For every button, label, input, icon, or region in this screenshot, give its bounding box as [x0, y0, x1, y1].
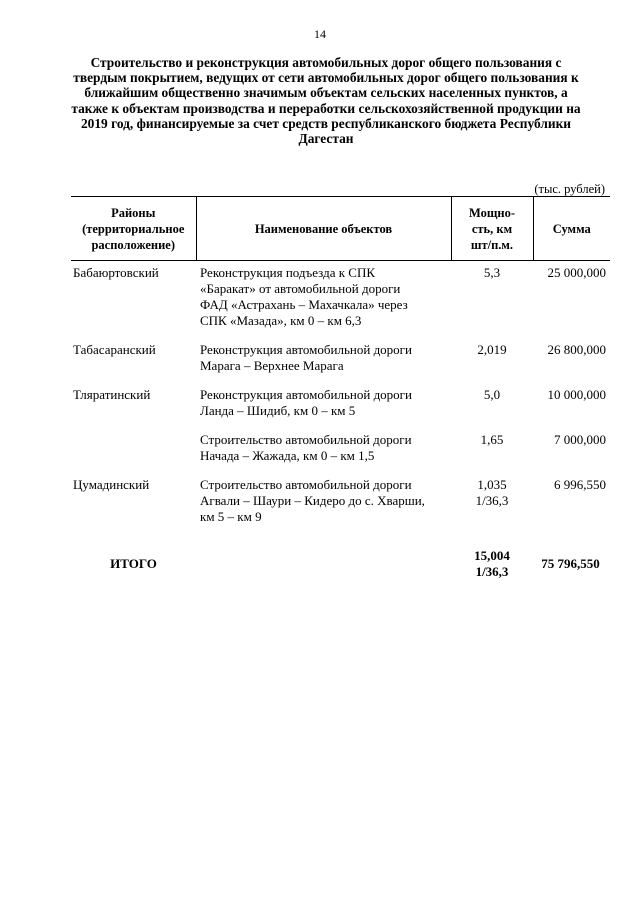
sum-cell: 10 000,000: [547, 387, 606, 402]
object-cell: Реконструкция подъезда к СПК «Баракат» от автомобильной дороги ФАД «Астрахань – Махачкала» через СПК «Мазада», км 0 – км 6,3: [200, 265, 408, 328]
district-cell: Табасаранский: [73, 342, 156, 357]
capacity-cell: 5,0: [483, 387, 501, 402]
title-line: 2019 год, финансируемые за счет средств республиканского бюджета Республики: [80, 115, 572, 131]
total-row: [71, 534, 610, 580]
title-line: ближайшим общественно значимым объектам сельских населенных пунктов, а: [84, 85, 568, 101]
total-object-cell: [196, 534, 451, 580]
sum-cell: 7 000,000: [554, 432, 606, 447]
table-row: [71, 261, 610, 339]
sum-cell: 25 000,000: [547, 265, 606, 280]
object-cell: Строительство автомобильной дороги Начада – Жажада, км 0 – км 1,5: [200, 432, 412, 463]
table-row: [71, 383, 610, 428]
capacity-cell: 5,3: [483, 265, 501, 280]
total-label: ИТОГО: [110, 556, 157, 571]
capacity-cell: 1,65: [480, 432, 504, 447]
header-object: Наименование объектов: [196, 197, 451, 261]
table-header-row: [71, 197, 610, 261]
total-capacity: 15,004 1/36,3: [474, 548, 510, 579]
title-line: также к объектам производства и переработки сельскохозяйственной продукции на: [71, 100, 581, 116]
object-cell: Строительство автомобильной дороги Агвали – Шаури – Кидеро до с. Хварши, км 5 – км 9: [200, 477, 425, 524]
object-cell: Реконструкция автомобильной дороги Марага – Верхнее Марага: [200, 342, 412, 373]
capacity-cell: 1,035 1/36,3: [475, 477, 509, 508]
district-cell: [71, 428, 196, 473]
sum-cell: 6 996,550: [554, 477, 606, 492]
title-line: Строительство и реконструкция автомобильных дорог общего пользования с: [90, 55, 562, 70]
page-number: 14: [314, 27, 326, 41]
title-line: Дагестан: [298, 131, 354, 147]
capacity-cell: 2,019: [477, 342, 507, 357]
sum-cell: 26 800,000: [547, 342, 606, 357]
total-sum: 75 796,550: [541, 556, 600, 571]
district-cell: Тляратинский: [73, 387, 151, 402]
header-sum: Сумма: [533, 197, 610, 261]
district-cell: Бабаюртовский: [73, 265, 159, 280]
document-title: [70, 55, 582, 146]
district-cell: Цумадинский: [73, 477, 150, 492]
header-capacity: Мощно- сть, км шт/п.м.: [451, 197, 533, 261]
funding-table: [71, 196, 610, 580]
unit-note: (тыс. рублей): [534, 182, 605, 196]
table-row: [71, 473, 610, 534]
table-row: [71, 428, 610, 473]
title-line: твердым покрытием, ведущих от сети автомобильных дорог общего пользования к: [73, 70, 579, 86]
object-cell: Реконструкция автомобильной дороги Ланда – Шидиб, км 0 – км 5: [200, 387, 412, 418]
table-row: [71, 338, 610, 383]
header-district: Районы (территориальное расположение): [71, 197, 196, 261]
